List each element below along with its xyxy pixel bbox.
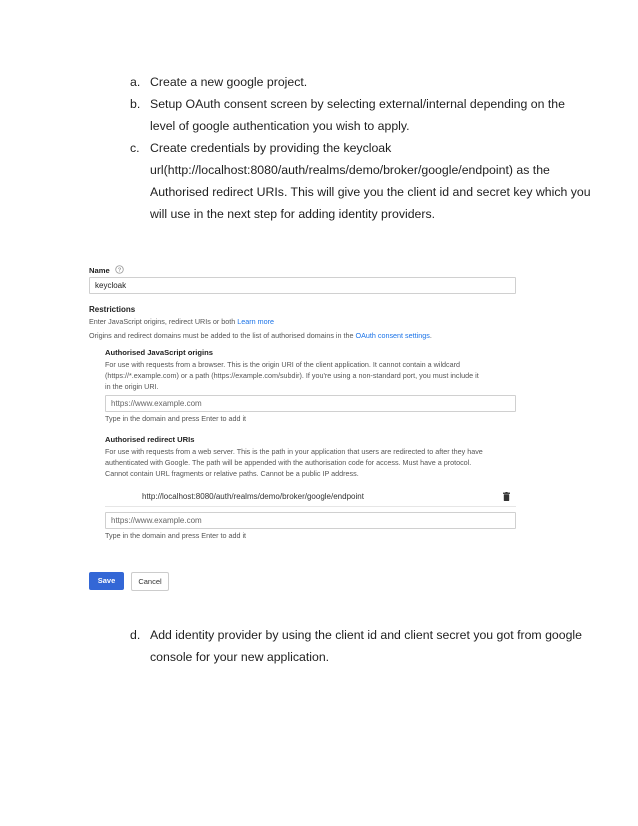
- restrictions-help-text: Enter JavaScript origins, redirect URIs or both: [89, 317, 236, 326]
- learn-more-link[interactable]: Learn more: [237, 317, 274, 326]
- svg-text:?: ?: [117, 267, 122, 274]
- step-d: [130, 624, 583, 668]
- step-marker: c.: [130, 141, 140, 155]
- step-c: [130, 137, 591, 225]
- desc-line: authenticated with Google. The path will be appended with the authorisation code for access. Must have a protocol.: [105, 458, 472, 467]
- name-label: [89, 265, 124, 275]
- step-marker: a.: [130, 75, 141, 89]
- step-line: Create credentials by providing the keycloak: [150, 141, 392, 155]
- step-line: console for your new application.: [150, 650, 330, 664]
- step-line: Add identity provider by using the client id and client secret you got from google: [150, 628, 583, 642]
- step-text: Create a new google project.: [150, 75, 308, 89]
- js-origins-input[interactable]: [105, 395, 516, 412]
- step-line: Setup OAuth consent screen by selecting external/internal depending on the: [150, 97, 565, 111]
- redirect-uri-row[interactable]: [105, 486, 516, 507]
- redirect-uris-title: Authorised redirect URIs: [105, 435, 195, 444]
- desc-line: Cannot contain URL fragments or relative paths. Cannot be a public IP address.: [105, 469, 359, 478]
- js-origins-hint: Type in the domain and press Enter to add it: [105, 414, 247, 423]
- redirect-uris-hint: Type in the domain and press Enter to add it: [105, 531, 247, 540]
- redirect-uris-description: [105, 446, 483, 479]
- restrictions-help: [89, 317, 274, 326]
- desc-line: (https://*.example.com) or a path (https://example.com/subdir). If you're using a non-standard port, you must include it: [105, 371, 479, 380]
- redirect-uris-placeholder: https://www.example.com: [111, 516, 202, 525]
- redirect-uris-input[interactable]: [105, 512, 516, 529]
- step-line: url(http://localhost:8080/auth/realms/demo/broker/google/endpoint) as the: [150, 163, 550, 177]
- js-origins-description: [105, 359, 479, 392]
- restrictions-title: Restrictions: [89, 305, 136, 314]
- domains-note-text: Origins and redirect domains must be added to the list of authorised domains in the: [89, 331, 354, 340]
- step-line: Authorised redirect URIs. This will give you the client id and secret key which you: [150, 185, 591, 199]
- step-a: [130, 71, 570, 93]
- name-label-text: Name: [89, 266, 110, 275]
- step-marker: b.: [130, 97, 141, 111]
- trash-icon[interactable]: [503, 492, 510, 501]
- cancel-button[interactable]: Cancel: [131, 572, 169, 591]
- redirect-uri-value[interactable]: http://localhost:8080/auth/realms/demo/broker/google/endpoint: [142, 492, 364, 501]
- step-b: [130, 93, 570, 137]
- oauth-consent-link[interactable]: OAuth consent settings: [355, 331, 430, 340]
- name-input-value: keycloak: [95, 281, 127, 290]
- js-origins-placeholder: https://www.example.com: [111, 399, 202, 408]
- step-line: level of google authentication you wish to apply.: [150, 119, 410, 133]
- js-origins-title: Authorised JavaScript origins: [105, 348, 214, 357]
- desc-line: For use with requests from a browser. This is the origin URI of the client application. It cannot contain a wildcard: [105, 360, 461, 369]
- domains-note-end: .: [429, 331, 432, 340]
- save-button[interactable]: Save: [89, 572, 124, 590]
- step-line: will use in the next step for adding identity providers.: [150, 207, 436, 221]
- restrictions-domains-note: [89, 331, 432, 340]
- name-input[interactable]: [89, 277, 516, 294]
- help-circle-icon: [115, 265, 124, 274]
- desc-line: For use with requests from a web server. This is the path in your application that users are redirected to after they have: [105, 447, 483, 456]
- step-marker: d.: [130, 628, 141, 642]
- desc-line: in the origin URI.: [105, 382, 159, 391]
